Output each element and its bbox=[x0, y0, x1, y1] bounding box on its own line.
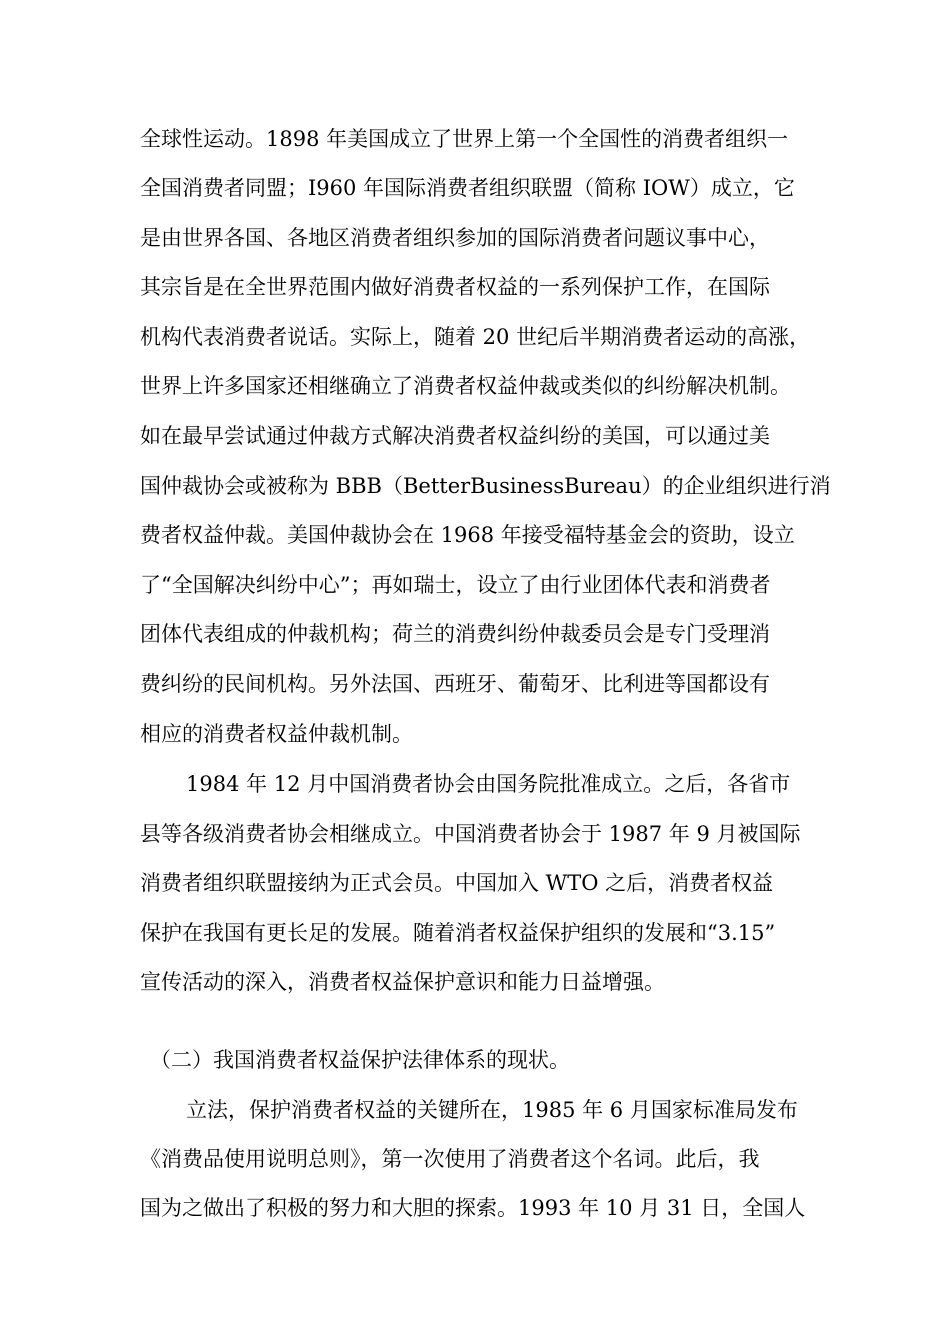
text-line: 了“全国解决纠纷中心”；再如瑞士，设立了由行业团体代表和消费者 bbox=[140, 573, 771, 597]
section-heading: （二）我国消费者权益保护法律体系的现状。 bbox=[150, 1048, 570, 1072]
text-line: 立法，保护消费者权益的关键所在，1985 年 6 月国家标准局发布 bbox=[186, 1098, 798, 1122]
text-line: 相应的消费者权益仲裁机制。 bbox=[140, 722, 413, 746]
text-line: 消费者组织联盟接纳为正式会员。中国加入 WTO 之后，消费者权益 bbox=[140, 871, 774, 895]
text-line: 世界上许多国家还相继确立了消费者权益仲裁或类似的纠纷解决机制。 bbox=[140, 374, 791, 398]
text-line: 费纠纷的民间机构。另外法国、西班牙、葡萄牙、比利进等国都设有 bbox=[140, 672, 770, 696]
text-line: 机构代表消费者说话。实际上，随着 20 世纪后半期消费者运动的高涨， bbox=[140, 325, 811, 349]
text-line: 1984 年 12 月中国消费者协会由国务院批准成立。之后，各省市 bbox=[186, 772, 791, 796]
text-line: 县等各级消费者协会相继成立。中国消费者协会于 1987 年 9 月被国际 bbox=[140, 822, 801, 846]
text-line: 团体代表组成的仲裁机构；荷兰的消费纠纷仲裁委员会是专门受理消 bbox=[140, 622, 770, 646]
text-line: 国为之做出了积极的努力和大胆的探索。1993 年 10 月 31 日，全国人 bbox=[140, 1196, 806, 1220]
text-line: 其宗旨是在全世界范围内做好消费者权益的一系列保护工作，在国际 bbox=[140, 275, 770, 299]
text-line: 全国消费者同盟；I960 年国际消费者组织联盟（简称 IOW）成立，它 bbox=[140, 176, 795, 200]
text-line: 是由世界各国、各地区消费者组织参加的国际消费者问题议事中心， bbox=[140, 226, 770, 250]
text-line: 费者权益仲裁。美国仲裁协会在 1968 年接受福特基金会的资助，设立 bbox=[140, 523, 795, 547]
text-line: 《消费品使用说明总则》，第一次使用了消费者这个名词。此后，我 bbox=[140, 1147, 760, 1171]
text-line: 保护在我国有更长足的发展。随着消者权益保护组织的发展和“3.15” bbox=[140, 921, 776, 945]
text-line: 全球性运动。1898 年美国成立了世界上第一个全国性的消费者组织一 bbox=[140, 127, 789, 151]
text-line: 如在最早尝试通过仲裁方式解决消费者权益纠纷的美国，可以通过美 bbox=[140, 424, 770, 448]
text-line: 国仲裁协会或被称为 BBB（BetterBusinessBureau）的企业组织进行消 bbox=[140, 474, 831, 498]
text-line: 宣传活动的深入，消费者权益保护意识和能力日益增强。 bbox=[140, 970, 665, 994]
